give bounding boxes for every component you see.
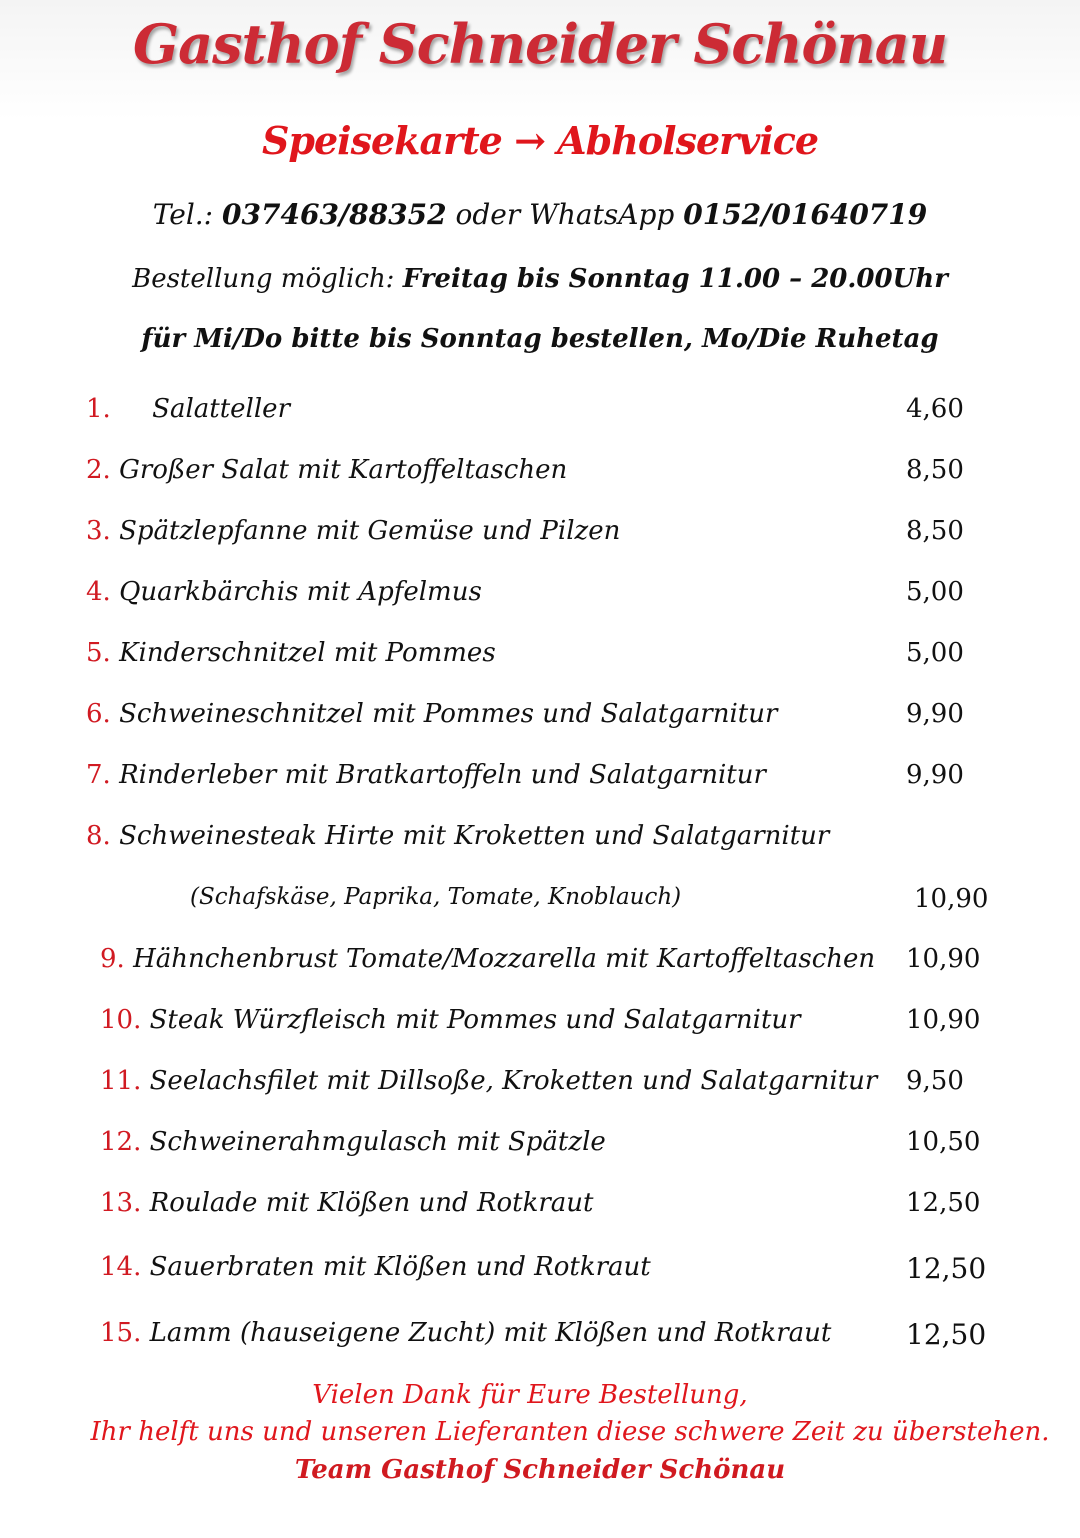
item-price: 12,50 <box>906 1252 987 1285</box>
item-name: Schweineschnitzel mit Pommes und Salatgarnitur <box>119 699 778 729</box>
item-name: Seelachsfilet mit Dillsoße, Kroketten und Salatgarnitur <box>149 1066 878 1096</box>
item-name: Schweinerahmgulasch mit Spätzle <box>149 1127 606 1157</box>
menu-item <box>86 638 496 668</box>
menu-item <box>86 577 482 607</box>
item-number: 11. <box>100 1066 142 1096</box>
item-name: Salatteller <box>152 394 290 424</box>
order-times: Freitag bis Sonntag 11.00 – 20.00Uhr <box>402 264 948 294</box>
menu-subtitle: Speisekarte → Abholservice <box>261 118 819 163</box>
item-name: Lamm (hauseigene Zucht) mit Klößen und Rotkraut <box>149 1318 832 1348</box>
ordering-note: für Mi/Do bitte bis Sonntag bestellen, Mo/Die Ruhetag <box>141 324 939 354</box>
item-price: 5,00 <box>906 577 964 607</box>
item-price: 9,90 <box>906 699 964 729</box>
menu-item <box>86 821 829 851</box>
item-name: Spätzlepfanne mit Gemüse und Pilzen <box>119 516 621 546</box>
menu-item <box>86 760 766 790</box>
support-line: Ihr helft uns und unseren Lieferanten diese schwere Zeit zu überstehen. <box>90 1417 1050 1447</box>
tel-label: Tel.: <box>152 198 214 231</box>
item-number: 3. <box>86 516 111 546</box>
menu-item <box>100 1188 594 1218</box>
item-price: 10,90 <box>906 944 981 974</box>
item-price: 8,50 <box>906 516 964 546</box>
item-name: Kinderschnitzel mit Pommes <box>119 638 496 668</box>
item-number: 10. <box>100 1005 142 1035</box>
menu-item <box>100 944 875 974</box>
tel-number: 037463/88352 <box>222 198 447 231</box>
item-price: 10,50 <box>906 1127 981 1157</box>
item-name: Hähnchenbrust Tomate/Mozzarella mit Kartoffeltaschen <box>133 944 876 974</box>
item-number: 14. <box>100 1252 142 1282</box>
restaurant-title: Gasthof Schneider Schönau <box>132 12 948 76</box>
item-price: 10,90 <box>906 1005 981 1035</box>
item-price: 12,50 <box>906 1188 981 1218</box>
tel-or-text: oder WhatsApp <box>455 198 675 231</box>
menu-item <box>100 1127 606 1157</box>
whatsapp-number: 0152/01640719 <box>683 198 928 231</box>
item-number: 7. <box>86 760 111 790</box>
item-number: 2. <box>86 455 111 485</box>
item-price: 8,50 <box>906 455 964 485</box>
item-name: Steak Würzfleisch mit Pommes und Salatgarnitur <box>149 1005 801 1035</box>
item-price: 10,90 <box>914 884 989 914</box>
menu-item <box>86 516 620 546</box>
item-price: 9,50 <box>906 1066 964 1096</box>
item-number: 15. <box>100 1318 142 1348</box>
menu-item <box>86 699 777 729</box>
phone-line <box>0 198 1080 231</box>
item-number: 1. <box>86 394 111 424</box>
item-number: 6. <box>86 699 111 729</box>
team-signature: Team Gasthof Schneider Schönau <box>294 1455 786 1485</box>
thank-you-line: Vielen Dank für Eure Bestellung, <box>312 1380 748 1410</box>
order-label: Bestellung möglich: <box>132 264 395 294</box>
item-number: 12. <box>100 1127 142 1157</box>
item-name: Roulade mit Klößen und Rotkraut <box>149 1188 594 1218</box>
menu-item <box>86 394 290 424</box>
menu-item <box>86 455 567 485</box>
item-name: Quarkbärchis mit Apfelmus <box>119 577 482 607</box>
item-price: 4,60 <box>906 394 964 424</box>
item-detail: (Schafskäse, Paprika, Tomate, Knoblauch) <box>190 884 682 910</box>
item-number: 5. <box>86 638 111 668</box>
item-name: Großer Salat mit Kartoffeltaschen <box>119 455 568 485</box>
item-name: Sauerbraten mit Klößen und Rotkraut <box>149 1252 651 1282</box>
menu-item <box>100 1252 651 1282</box>
item-name: Rinderleber mit Bratkartoffeln und Salatgarnitur <box>119 760 766 790</box>
item-price: 5,00 <box>906 638 964 668</box>
item-price: 12,50 <box>906 1318 987 1351</box>
menu-item <box>100 1005 801 1035</box>
menu-item <box>100 1066 877 1096</box>
menu-item <box>100 1318 831 1348</box>
order-hours-line <box>0 264 1080 294</box>
item-number: 4. <box>86 577 111 607</box>
item-number: 9. <box>100 944 125 974</box>
item-number: 8. <box>86 821 111 851</box>
item-number: 13. <box>100 1188 142 1218</box>
item-name: Schweinesteak Hirte mit Kroketten und Salatgarnitur <box>119 821 830 851</box>
item-price: 9,90 <box>906 760 964 790</box>
